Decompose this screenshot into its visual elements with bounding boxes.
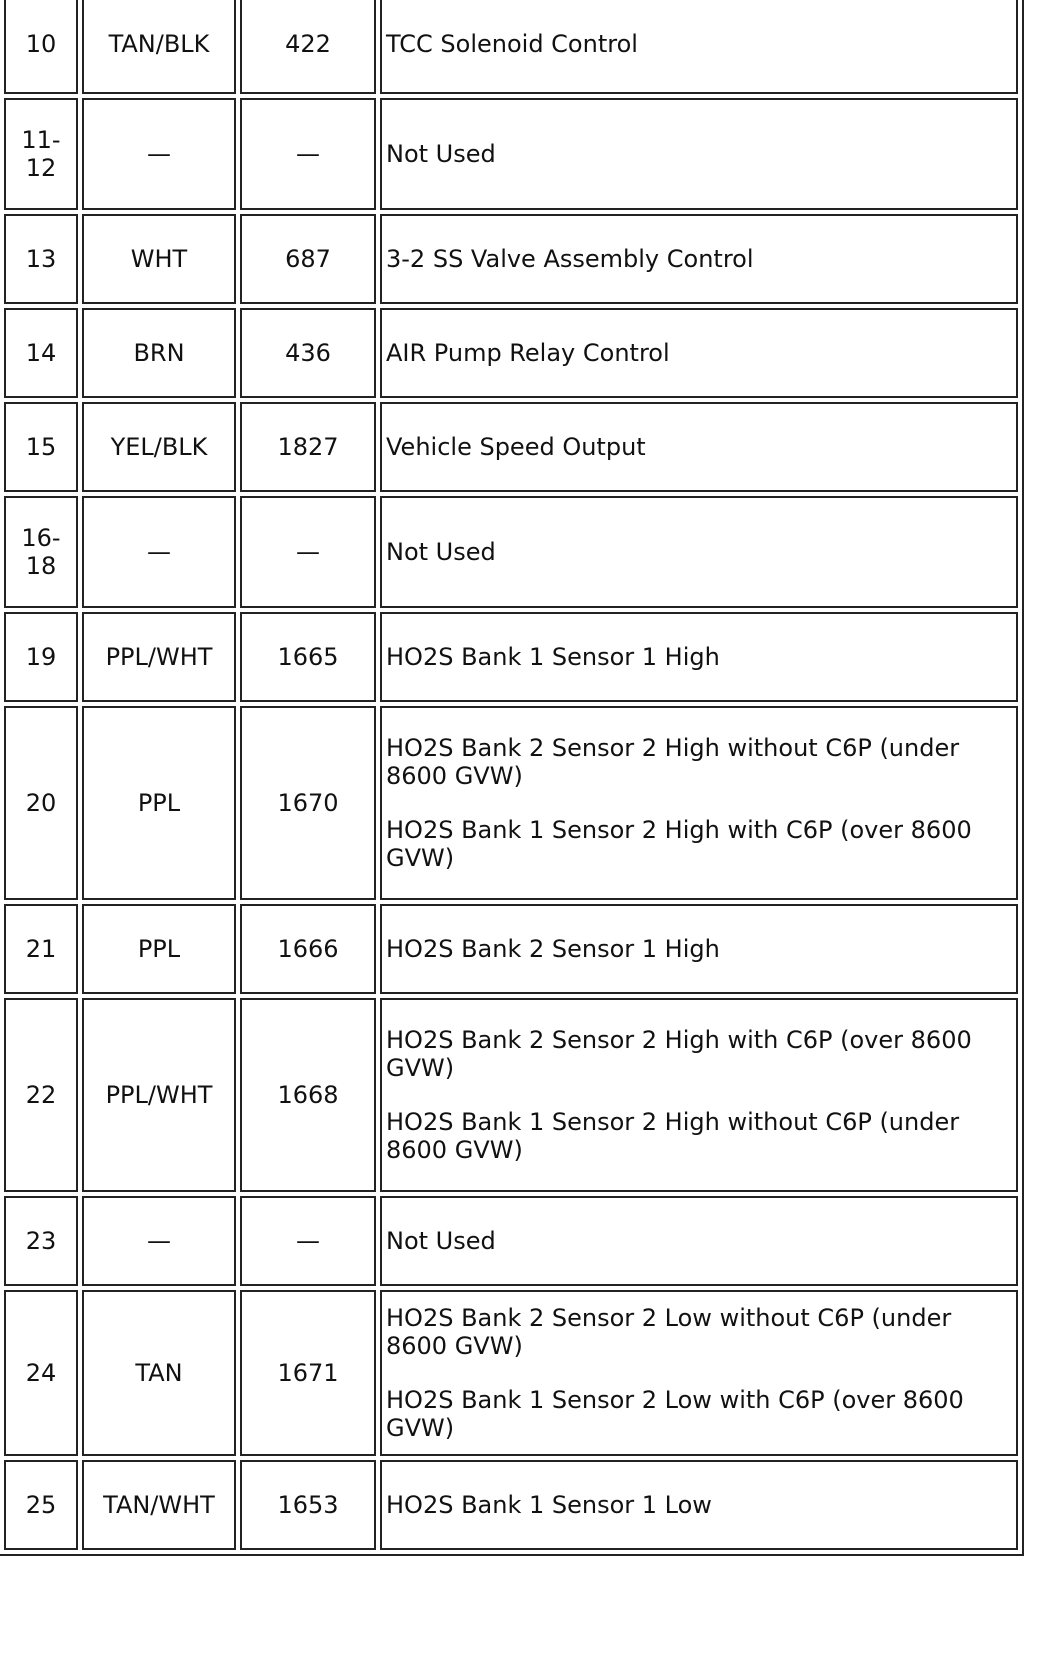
wire-color-cell: YEL/BLK bbox=[82, 402, 236, 492]
table-row bbox=[4, 998, 1018, 1192]
function-text: HO2S Bank 1 Sensor 1 High bbox=[386, 643, 720, 671]
table-row bbox=[4, 1460, 1018, 1550]
function-text: HO2S Bank 2 Sensor 2 High without C6P (under 8600 GVW) bbox=[386, 734, 960, 790]
pin-number-cell: 21 bbox=[4, 904, 78, 994]
wire-color-cell: PPL bbox=[82, 904, 236, 994]
function-text: AIR Pump Relay Control bbox=[386, 339, 670, 367]
table-row bbox=[4, 1196, 1018, 1286]
function-text: Vehicle Speed Output bbox=[386, 433, 646, 461]
table-row bbox=[4, 706, 1018, 900]
function-text: Not Used bbox=[386, 140, 496, 168]
circuit-number-cell: 422 bbox=[240, 0, 376, 94]
circuit-number-cell: 436 bbox=[240, 308, 376, 398]
pin-number-cell: 10 bbox=[4, 0, 78, 94]
circuit-number-cell: 1670 bbox=[240, 706, 376, 900]
function-text: HO2S Bank 2 Sensor 1 High bbox=[386, 935, 720, 963]
table-row bbox=[4, 0, 1018, 94]
pin-number-cell: 14 bbox=[4, 308, 78, 398]
function-cell bbox=[380, 904, 1018, 994]
function-text: HO2S Bank 2 Sensor 2 High with C6P (over 8600 GVW) bbox=[386, 1026, 972, 1082]
function-cell bbox=[380, 98, 1018, 210]
function-cell bbox=[380, 998, 1018, 1192]
circuit-number-cell: — bbox=[240, 496, 376, 608]
wire-color-cell: WHT bbox=[82, 214, 236, 304]
function-cell bbox=[380, 308, 1018, 398]
function-text: HO2S Bank 1 Sensor 2 Low with C6P (over 8600 GVW) bbox=[386, 1386, 964, 1442]
function-text: Not Used bbox=[386, 538, 496, 566]
function-cell bbox=[380, 612, 1018, 702]
pinout-table-body bbox=[4, 0, 1018, 1550]
pin-number-cell: 13 bbox=[4, 214, 78, 304]
circuit-number-cell: 1666 bbox=[240, 904, 376, 994]
wire-color-cell: PPL bbox=[82, 706, 236, 900]
wire-color-cell: TAN bbox=[82, 1290, 236, 1456]
circuit-number-cell: 687 bbox=[240, 214, 376, 304]
function-text: HO2S Bank 1 Sensor 1 Low bbox=[386, 1491, 712, 1519]
function-text: TCC Solenoid Control bbox=[386, 30, 638, 58]
circuit-number-cell: 1653 bbox=[240, 1460, 376, 1550]
table-row bbox=[4, 214, 1018, 304]
table-row bbox=[4, 612, 1018, 702]
pin-number-cell: 19 bbox=[4, 612, 78, 702]
pin-number-cell: 16- 18 bbox=[4, 496, 78, 608]
pin-number-cell: 11- 12 bbox=[4, 98, 78, 210]
pin-number-cell: 15 bbox=[4, 402, 78, 492]
table-row bbox=[4, 904, 1018, 994]
pin-number-cell: 24 bbox=[4, 1290, 78, 1456]
table-row bbox=[4, 402, 1018, 492]
function-cell bbox=[380, 0, 1018, 94]
wire-color-cell: — bbox=[82, 1196, 236, 1286]
function-cell bbox=[380, 496, 1018, 608]
wire-color-cell: — bbox=[82, 496, 236, 608]
wire-color-cell: PPL/WHT bbox=[82, 998, 236, 1192]
pin-number-cell: 23 bbox=[4, 1196, 78, 1286]
circuit-number-cell: — bbox=[240, 1196, 376, 1286]
table-row bbox=[4, 1290, 1018, 1456]
function-cell bbox=[380, 1196, 1018, 1286]
wire-color-cell: BRN bbox=[82, 308, 236, 398]
circuit-number-cell: 1668 bbox=[240, 998, 376, 1192]
circuit-number-cell: 1827 bbox=[240, 402, 376, 492]
circuit-number-cell: 1665 bbox=[240, 612, 376, 702]
wire-color-cell: TAN/BLK bbox=[82, 0, 236, 94]
pin-number-cell: 22 bbox=[4, 998, 78, 1192]
function-text: Not Used bbox=[386, 1227, 496, 1255]
function-cell bbox=[380, 214, 1018, 304]
wire-color-cell: TAN/WHT bbox=[82, 1460, 236, 1550]
table-row bbox=[4, 98, 1018, 210]
function-cell bbox=[380, 402, 1018, 492]
function-cell bbox=[380, 706, 1018, 900]
pin-number-cell: 20 bbox=[4, 706, 78, 900]
circuit-number-cell: 1671 bbox=[240, 1290, 376, 1456]
function-text: HO2S Bank 1 Sensor 2 High without C6P (under 8600 GVW) bbox=[386, 1108, 960, 1164]
table-row bbox=[4, 496, 1018, 608]
table-row bbox=[4, 308, 1018, 398]
wire-color-cell: PPL/WHT bbox=[82, 612, 236, 702]
function-cell bbox=[380, 1290, 1018, 1456]
circuit-number-cell: — bbox=[240, 98, 376, 210]
function-cell bbox=[380, 1460, 1018, 1550]
function-text: HO2S Bank 2 Sensor 2 Low without C6P (under 8600 GVW) bbox=[386, 1304, 952, 1360]
function-text: 3-2 SS Valve Assembly Control bbox=[386, 245, 754, 273]
function-text: HO2S Bank 1 Sensor 2 High with C6P (over 8600 GVW) bbox=[386, 816, 972, 872]
pin-number-cell: 25 bbox=[4, 1460, 78, 1550]
wire-color-cell: — bbox=[82, 98, 236, 210]
